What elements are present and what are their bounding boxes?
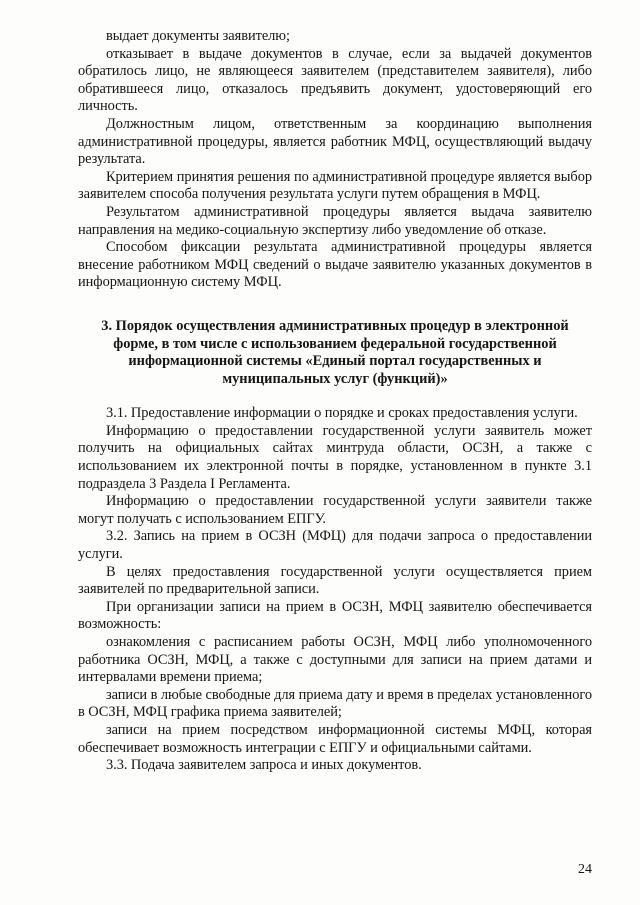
paragraph: 3.1. Предоставление информации о порядке и сроках предоставления услуги. — [106, 405, 578, 422]
paragraph: выдает документы заявителю; — [106, 28, 290, 44]
paragraph: При организации записи на прием в ОСЗН, МФЦ заявителю обеспечивается возможность: — [78, 598, 592, 633]
paragraph: записи в любые свободные для приема дату и время в пределах установленного в ОСЗН, МФЦ графика приема заявителей; — [78, 686, 592, 721]
bottom-text-block — [78, 405, 592, 774]
paragraph: записи на прием посредством информационной системы МФЦ, которая обеспечивает возможность интеграции с ЕПГУ и официальными сайтами. — [78, 721, 592, 756]
paragraph: Способом фиксации результата административной процедуры является внесение работником МФЦ сведений о выдаче заявителю указанных документов в информационную систему МФЦ. — [78, 239, 592, 291]
paragraph: отказывает в выдаче документов в случае, если за выдачей документов обратилось лицо, не являющееся заявителем (представителем заявителя), либо обратившееся лицо, отказалось предъявить документ, удостоверяющий его личность. — [78, 45, 592, 115]
page-number: 24 — [578, 862, 592, 877]
paragraph: Информацию о предоставлении государственной услуги заявитель может получить на официальных сайтах минтруда области, ОСЗН, а также с использованием их электронной почты в порядке, установленном в пункте 3.1 подраздела 3 Раздела I Регламента. — [78, 422, 592, 492]
section-heading: 3. Порядок осуществления административных процедур в электронной форме, в том числе с использованием федеральной государственной информационной системы «Единый портал государственных и муниципальных услуг (функций)» — [101, 317, 569, 387]
top-text-block — [78, 28, 592, 292]
paragraph: ознакомления с расписанием работы ОСЗН, МФЦ либо уполномоченного работника ОСЗН, МФЦ, а также с доступными для записи на прием датами и интервалами времени приема; — [78, 634, 592, 686]
paragraph: В целях предоставления государственной услуги осуществляется прием заявителей по предварительной записи. — [78, 563, 592, 598]
paragraph: Критерием принятия решения по административной процедуре является выбор заявителем способа получения результата услуги путем обращения в МФЦ. — [78, 168, 592, 203]
paragraph: 3.3. Подача заявителем запроса и иных документов. — [106, 757, 422, 774]
paragraph: Результатом административной процедуры является выдача заявителю направления на медико-социальную экспертизу либо уведомление об отказе. — [78, 203, 592, 238]
paragraph: Информацию о предоставлении государственной услуги заявители также могут получать с использованием ЕПГУ. — [78, 493, 592, 527]
paragraph: 3.2. Запись на прием в ОСЗН (МФЦ) для подачи запроса о предоставлении услуги. — [78, 528, 592, 563]
paragraph: Должностным лицом, ответственным за координацию выполнения административной процедуры, является работник МФЦ, осуществляющий выдачу результата. — [78, 115, 592, 168]
